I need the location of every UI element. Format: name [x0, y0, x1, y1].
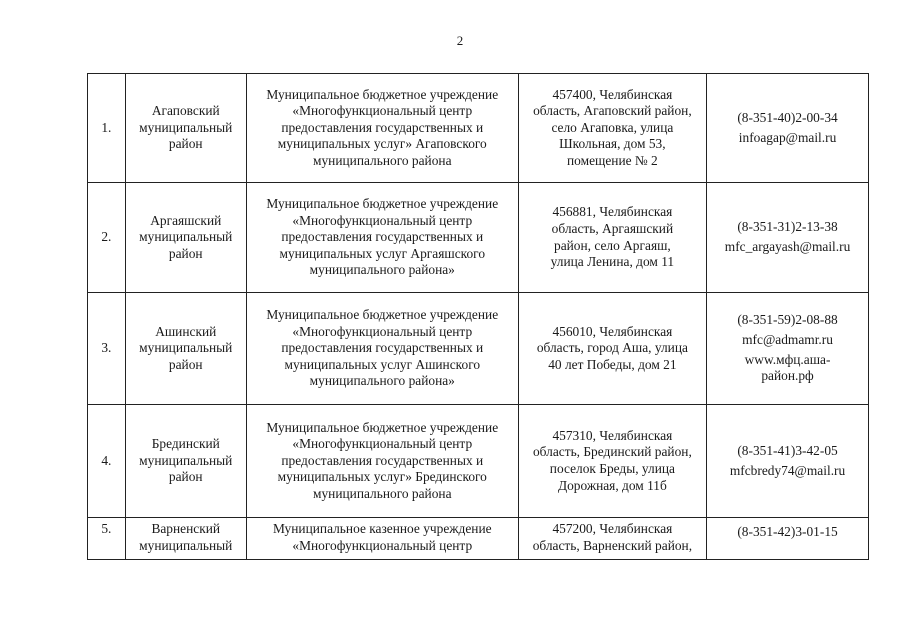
district-line: муниципальный	[139, 229, 233, 245]
district-line: Аргаяшский	[150, 212, 222, 228]
institution-line: «Многофункциональный центр	[292, 436, 473, 452]
email-text: infoagap@mail.ru	[738, 129, 837, 145]
address-line: 457310, Челябинская	[552, 427, 673, 443]
institution-line: Муниципальное бюджетное учреждение	[266, 307, 499, 323]
contacts-cell	[707, 293, 869, 405]
address-cell	[518, 293, 706, 405]
email-text: mfc_argayash@mail.ru	[724, 239, 851, 254]
website-text: www.мфц.аша-	[744, 351, 831, 367]
institution-cell	[246, 293, 518, 405]
district-line: Варненский	[151, 521, 221, 536]
address-line: улица Ленина, дом 11	[550, 254, 675, 270]
institution-line: муниципального района	[313, 152, 452, 168]
website-text: район.рф	[761, 368, 814, 384]
institution-cell	[246, 518, 518, 560]
institution-line: «Многофункциональный центр	[292, 537, 473, 553]
address-cell	[518, 74, 706, 183]
address-line: область, город Аша, улица	[536, 340, 688, 356]
institution-line: «Многофункциональный центр	[292, 103, 473, 119]
address-line: помещение № 2	[567, 152, 658, 168]
address-line: село Агаповка, улица	[551, 119, 674, 135]
institution-line: муниципальных услуг» Агаповского	[277, 136, 487, 152]
address-line: поселок Бреды, улица	[549, 461, 675, 476]
district-line: Агаповский	[151, 103, 220, 119]
district-line: район	[168, 136, 203, 152]
address-line: область, Аргаяшский	[551, 220, 674, 236]
district-cell	[125, 405, 246, 518]
institution-line: «Многофункциональный центр	[292, 323, 473, 339]
institution-line: муниципального района»	[309, 262, 455, 278]
institution-cell	[246, 74, 518, 183]
institution-cell	[246, 183, 518, 293]
row-number-cell: 1.	[88, 74, 126, 183]
institution-line: предоставления государственных и	[281, 229, 484, 245]
contacts-cell	[707, 405, 869, 518]
row-number-cell: 2.	[88, 183, 126, 293]
contacts-cell	[707, 74, 869, 183]
district-line: Брединский	[151, 436, 220, 452]
table-row	[88, 405, 869, 518]
address-line: 456881, Челябинская	[552, 204, 673, 220]
phone-text: (8-351-59)2-08-88	[737, 312, 838, 328]
row-number-cell: 5.	[88, 518, 126, 560]
institution-line: Муниципальное бюджетное учреждение	[266, 86, 499, 102]
institution-line: предоставления государственных и	[281, 452, 484, 468]
district-line: муниципальный	[139, 119, 233, 135]
table-row	[88, 183, 869, 293]
address-line: 40 лет Победы, дом 21	[548, 356, 677, 372]
email-text: mfc@admamr.ru	[742, 331, 833, 347]
table-row	[88, 293, 869, 405]
row-number-cell: 3.	[88, 293, 126, 405]
institution-line: предоставления государственных и	[281, 340, 484, 356]
institution-line: предоставления государственных и	[281, 119, 484, 135]
address-line: 457200, Челябинская	[552, 521, 673, 536]
district-line: муниципальный	[139, 340, 233, 356]
district-cell	[125, 74, 246, 183]
contacts-cell	[707, 183, 869, 293]
address-cell	[518, 405, 706, 518]
email-text: mfcbredy74@mail.ru	[729, 462, 846, 478]
address-cell	[518, 183, 706, 293]
address-line: область, Варненский район,	[532, 537, 693, 553]
district-line: муниципальный	[139, 537, 233, 553]
institution-line: муниципального района	[313, 485, 452, 501]
address-line: Дорожная, дом 11б	[557, 477, 667, 493]
district-line: муниципальный	[139, 452, 233, 468]
institution-line: «Многофункциональный центр	[292, 212, 473, 228]
district-cell	[125, 293, 246, 405]
institution-line: Муниципальное казенное учреждение	[272, 521, 492, 536]
address-line: Школьная, дом 53,	[559, 136, 666, 152]
address-line: область, Брединский район,	[532, 444, 692, 460]
row-number-cell: 4.	[88, 405, 126, 518]
institution-line: Муниципальное бюджетное учреждение	[266, 196, 499, 212]
mfc-table	[87, 73, 869, 560]
district-line: район	[168, 469, 203, 485]
page-number: 2	[456, 33, 464, 48]
phone-text: (8-351-42)3-01-15	[737, 524, 838, 539]
table-row	[88, 518, 869, 560]
institution-cell	[246, 405, 518, 518]
address-line: район, село Аргаяш,	[554, 237, 671, 253]
address-line: область, Агаповский район,	[533, 103, 692, 119]
institution-line: муниципального района»	[309, 373, 455, 389]
district-cell	[125, 518, 246, 560]
table-row	[88, 74, 869, 183]
institution-line: Муниципальное бюджетное учреждение	[266, 419, 499, 435]
institution-line: муниципальных услуг Ашинского	[284, 356, 481, 372]
phone-text: (8-351-41)3-42-05	[737, 442, 838, 458]
district-line: район	[168, 356, 203, 372]
address-line: 456010, Челябинская	[552, 323, 673, 339]
phone-text: (8-351-31)2-13-38	[737, 219, 838, 235]
district-line: Ашинский	[155, 323, 217, 339]
address-line: 457400, Челябинская	[552, 86, 673, 102]
phone-text: (8-351-40)2-00-34	[737, 109, 838, 125]
institution-line: муниципальных услуг Аргаяшского	[279, 245, 486, 261]
district-line: район	[168, 245, 203, 261]
address-cell	[518, 518, 706, 560]
district-cell	[125, 183, 246, 293]
institution-line: муниципальных услуг» Брединского	[277, 469, 487, 485]
contacts-cell	[707, 518, 869, 560]
